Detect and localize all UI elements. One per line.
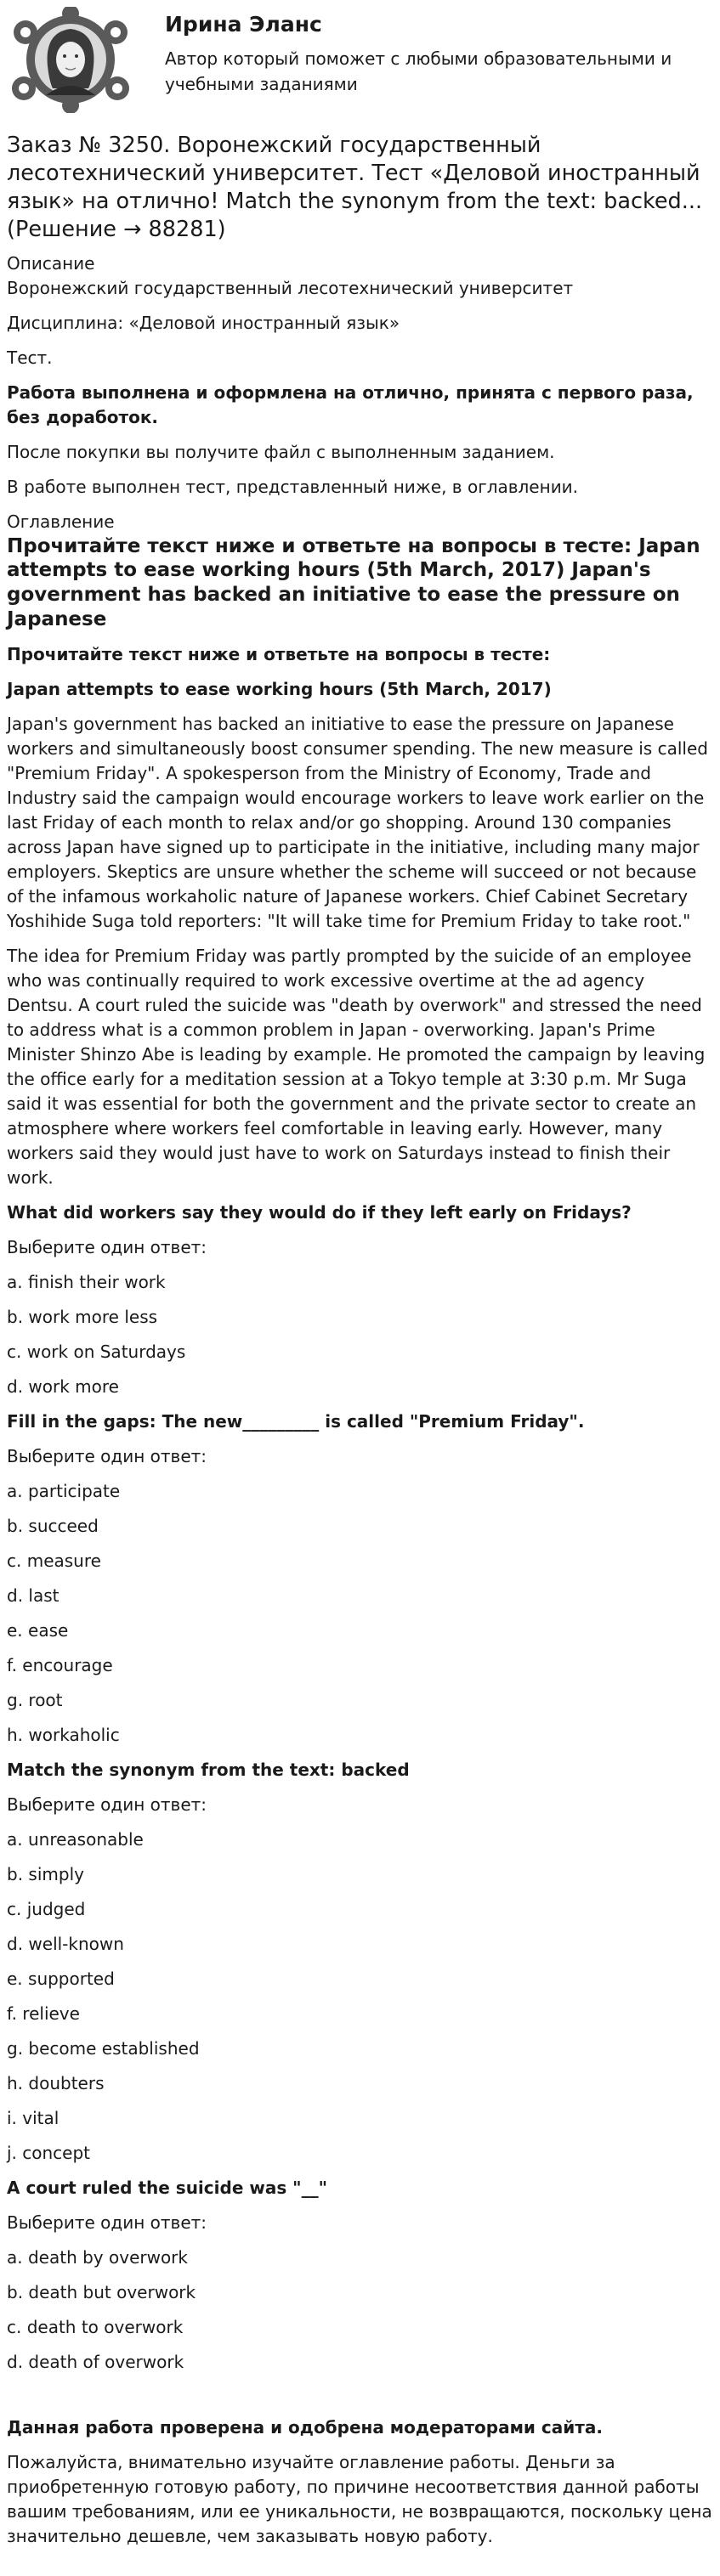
question-text: A court ruled the suicide was "__" bbox=[7, 2177, 328, 2198]
answer-option: i. vital bbox=[7, 2107, 60, 2128]
question-text: Match the synonym from the text: backed bbox=[7, 1759, 410, 1780]
answer-option: d. death of overwork bbox=[7, 2351, 184, 2372]
author-name[interactable]: Ирина Эланс bbox=[165, 12, 322, 37]
refund-notice: Пожалуйста, внимательно изучайте оглавление работы. Деньги за приобретенную готовую работу, по причине несоответствия данной работы вашим требованиям, или ее уникальности, не возвращаются, поскольку цена значительно дешевле, чем заказывать новую работу. bbox=[7, 2451, 712, 2546]
work-type: Тест. bbox=[7, 347, 53, 368]
author-header bbox=[7, 7, 713, 113]
answer-option: e. supported bbox=[7, 1968, 115, 1989]
answer-option: e. ease bbox=[7, 1619, 69, 1641]
answer-option: h. doubters bbox=[7, 2072, 105, 2093]
question-prompt: Выберите один ответ: bbox=[7, 1236, 207, 1257]
toc-label: Оглавление bbox=[7, 511, 115, 532]
answer-option: c. work on Saturdays bbox=[7, 1341, 186, 1362]
answer-option: c. judged bbox=[7, 1898, 86, 1919]
answer-option: f. encourage bbox=[7, 1654, 113, 1675]
question-text: Fill in the gaps: The new_________ is called "Premium Friday". bbox=[7, 1410, 585, 1432]
toc-instruction: Прочитайте текст ниже и ответьте на вопросы в тесте: bbox=[7, 643, 551, 664]
answer-option: d. well-known bbox=[7, 1933, 124, 1954]
author-info bbox=[165, 7, 675, 97]
answer-option: a. unreasonable bbox=[7, 1828, 144, 1850]
article-paragraph-1: Japan's government has backed an initiative to ease the pressure on Japanese workers and simultaneously boost consumer spending. The new measure is called "Premium Friday". A spokesperson from the Ministry of Economy, Trade and Industry said the campaign would encourage workers to leave work earlier on the last Friday of each month to relax and/or go shopping. Around 130 companies across Japan have signed up to participate in the initiative, including many major employers. Skeptics are unsure whether the scheme will succeed or not because of the infamous workaholic nature of Japanese workers. Chief Cabinet Secretary Yoshihide Suga told reporters: "It will take time for Premium Friday to take root." bbox=[7, 713, 708, 931]
author-avatar[interactable] bbox=[7, 7, 134, 113]
answer-option: b. simply bbox=[7, 1863, 84, 1884]
question-prompt: Выберите один ответ: bbox=[7, 1445, 207, 1466]
questions-list bbox=[7, 1200, 713, 2375]
toc-heading: Прочитайте текст ниже и ответьте на вопросы в тесте: Japan attempts to ease working hours (5th March, 2017) Japan's government has backed an initiative to ease the pressure on Japanese bbox=[7, 534, 700, 630]
purchase-note: После покупки вы получите файл с выполненным заданием. bbox=[7, 441, 555, 462]
answer-option: f. relieve bbox=[7, 2003, 80, 2024]
question-block bbox=[7, 2176, 713, 2375]
description-label: Описание bbox=[7, 252, 95, 274]
answer-option: b. succeed bbox=[7, 1515, 99, 1536]
question-prompt: Выберите один ответ: bbox=[7, 2212, 207, 2233]
answer-option: d. last bbox=[7, 1585, 60, 1606]
question-prompt: Выберите один ответ: bbox=[7, 1794, 207, 1815]
discipline: Дисциплина: «Деловой иностранный язык» bbox=[7, 312, 400, 333]
moderation-note: Данная работа проверена и одобрена модераторами сайта. bbox=[7, 2416, 603, 2438]
question-block bbox=[7, 1758, 713, 2166]
answer-option: c. measure bbox=[7, 1550, 101, 1571]
article-paragraph-2: The idea for Premium Friday was partly prompted by the suicide of an employee who was continually required to work excessive overtime at the ad agency Dentsu. A court ruled the suicide was "death by overwork" and stressed the need to address what is a common problem in Japan - overworking. Japan's Prime Minister Shinzo Abe is leading by example. He promoted the campaign by leaving the office early for a meditation session at a Tokyo temple at 3:30 p.m. Mr Suga said it was essential for both the government and the private sector to create an atmosphere where workers feel comfortable in leaving early. However, many workers said they would just have to work on Saturdays instead to finish their work. bbox=[7, 945, 706, 1188]
answer-option: h. workaholic bbox=[7, 1724, 120, 1745]
answer-option: b. work more less bbox=[7, 1306, 158, 1327]
answer-option: c. death to overwork bbox=[7, 2316, 184, 2337]
author-description: Автор который поможет с любыми образовательными и учебными заданиями bbox=[165, 48, 672, 94]
answer-option: a. finish their work bbox=[7, 1271, 166, 1292]
spacer bbox=[7, 2385, 713, 2415]
answer-option: d. work more bbox=[7, 1376, 119, 1397]
answer-option: a. death by overwork bbox=[7, 2246, 188, 2268]
answer-option: a. participate bbox=[7, 1480, 121, 1501]
answer-option: j. concept bbox=[7, 2142, 91, 2163]
quality-note: Работа выполнена и оформлена на отлично, принята с первого раза, без доработок. bbox=[7, 381, 694, 427]
answer-option: g. become established bbox=[7, 2037, 200, 2059]
answer-option: b. death but overwork bbox=[7, 2281, 196, 2302]
question-block bbox=[7, 1409, 713, 1748]
answer-option: g. root bbox=[7, 1689, 63, 1710]
article-title: Japan attempts to ease working hours (5th March, 2017) bbox=[7, 678, 552, 699]
question-block bbox=[7, 1200, 713, 1399]
order-title: Заказ № 3250. Воронежский государственный лесотехнический университет. Тест «Деловой иностранный язык» на отлично! Match the synonym from the text: backed... (Решение → 88281) bbox=[7, 133, 703, 243]
question-text: What did workers say they would do if they left early on Fridays? bbox=[7, 1201, 632, 1223]
contents-note: В работе выполнен тест, представленный ниже, в оглавлении. bbox=[7, 476, 579, 497]
university-name: Воронежский государственный лесотехнический университет bbox=[7, 277, 574, 298]
